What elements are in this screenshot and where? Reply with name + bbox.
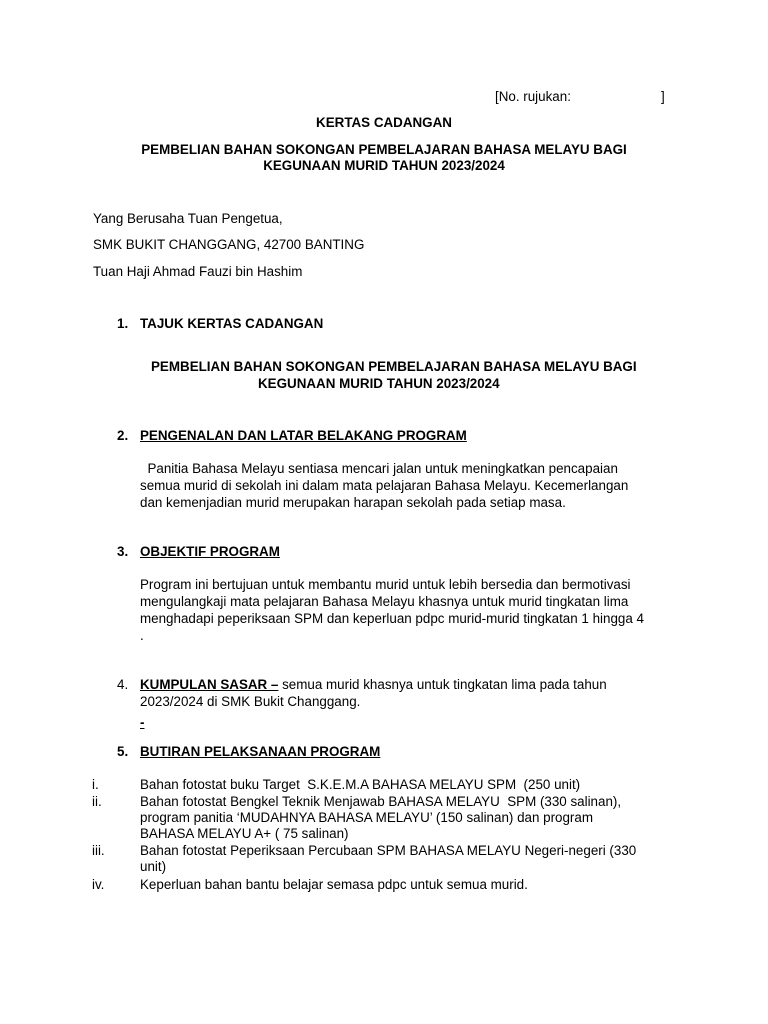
item-1-numeral: i. [92,777,99,792]
section-5-heading: BUTIRAN PELAKSANAAN PROGRAM [140,744,381,759]
section-4-line-2: 2023/2024 di SMK Bukit Changgang. [140,694,361,709]
section-4-dash: - [140,715,145,730]
section-1-title-line-1: PEMBELIAN BAHAN SOKONGAN PEMBELAJARAN BAHASA MELAYU BAGI [151,359,637,374]
title-line-2: KEGUNAAN MURID TAHUN 2023/2024 [263,158,505,173]
section-4-text-1: semua murid khasnya untuk tingkatan lima pada tahun [278,677,607,692]
section-3-line-1: Program ini bertujuan untuk membantu murid untuk lebih bersedia dan bermotivasi [140,577,631,592]
title-line-1: PEMBELIAN BAHAN SOKONGAN PEMBELAJARAN BAHASA MELAYU BAGI [141,142,627,157]
section-1-title-line-2: KEGUNAAN MURID TAHUN 2023/2024 [258,376,500,391]
section-3-line-2: mengulangkaji mata pelajaran Bahasa Melayu khasnya untuk murid tingkatan lima [140,594,629,609]
section-2-line-3: dan kemenjadian murid merupakan harapan sekolah pada setiap masa. [140,495,566,510]
reference-close-bracket: ] [661,89,665,104]
item-4-line-1: Keperluan bahan bantu belajar semasa pdpc untuk semua murid. [140,877,528,892]
item-2-line-2: program panitia ‘MUDAHNYA BAHASA MELAYU’ (150 salinan) dan program [140,810,593,825]
item-3-line-1: Bahan fotostat Peperiksaan Percubaan SPM BAHASA MELAYU Negeri-negeri (330 [140,843,637,858]
item-4-numeral: iv. [92,877,105,892]
item-2-numeral: ii. [92,794,102,809]
section-4-line-1 [140,676,607,693]
section-3-heading: OBJEKTIF PROGRAM [140,544,280,559]
item-3-line-2: unit) [140,859,167,874]
reference-label: [No. rujukan: [495,89,571,104]
section-2-number: 2. [117,428,129,443]
item-2-line-1: Bahan fotostat Bengkel Teknik Menjawab BAHASA MELAYU SPM (330 salinan), [140,794,622,809]
section-3-line-4: . [140,628,144,643]
section-2-line-2: semua murid di sekolah ini dalam mata pelajaran Bahasa Melayu. Kecemerlangan [140,478,629,493]
section-3-number: 3. [117,544,129,559]
item-3-numeral: iii. [92,843,105,858]
addressee-line-1: Yang Berusaha Tuan Pengetua, [93,211,283,226]
section-3-line-3: menghadapi peperiksaan SPM dan keperluan pdpc murid-murid tingkatan 1 hingga 4 [140,611,644,626]
addressee-line-3: Tuan Haji Ahmad Fauzi bin Hashim [93,264,303,279]
item-1-line-1: Bahan fotostat buku Target S.K.E.M.A BAHASA MELAYU SPM (250 unit) [140,777,581,792]
document-type: KERTAS CADANGAN [316,115,452,130]
section-5-number: 5. [117,744,129,759]
section-1-heading: TAJUK KERTAS CADANGAN [140,316,324,331]
section-2-heading: PENGENALAN DAN LATAR BELAKANG PROGRAM [140,428,467,443]
section-4-heading: KUMPULAN SASAR – [140,677,279,692]
section-2-line-1: Panitia Bahasa Melayu sentiasa mencari jalan untuk meningkatkan pencapaian [140,461,618,476]
section-4-number: 4. [117,677,129,692]
addressee-line-2: SMK BUKIT CHANGGANG, 42700 BANTING [93,237,365,252]
section-1-number: 1. [117,316,129,331]
item-2-line-3: BAHASA MELAYU A+ ( 75 salinan) [140,826,349,841]
